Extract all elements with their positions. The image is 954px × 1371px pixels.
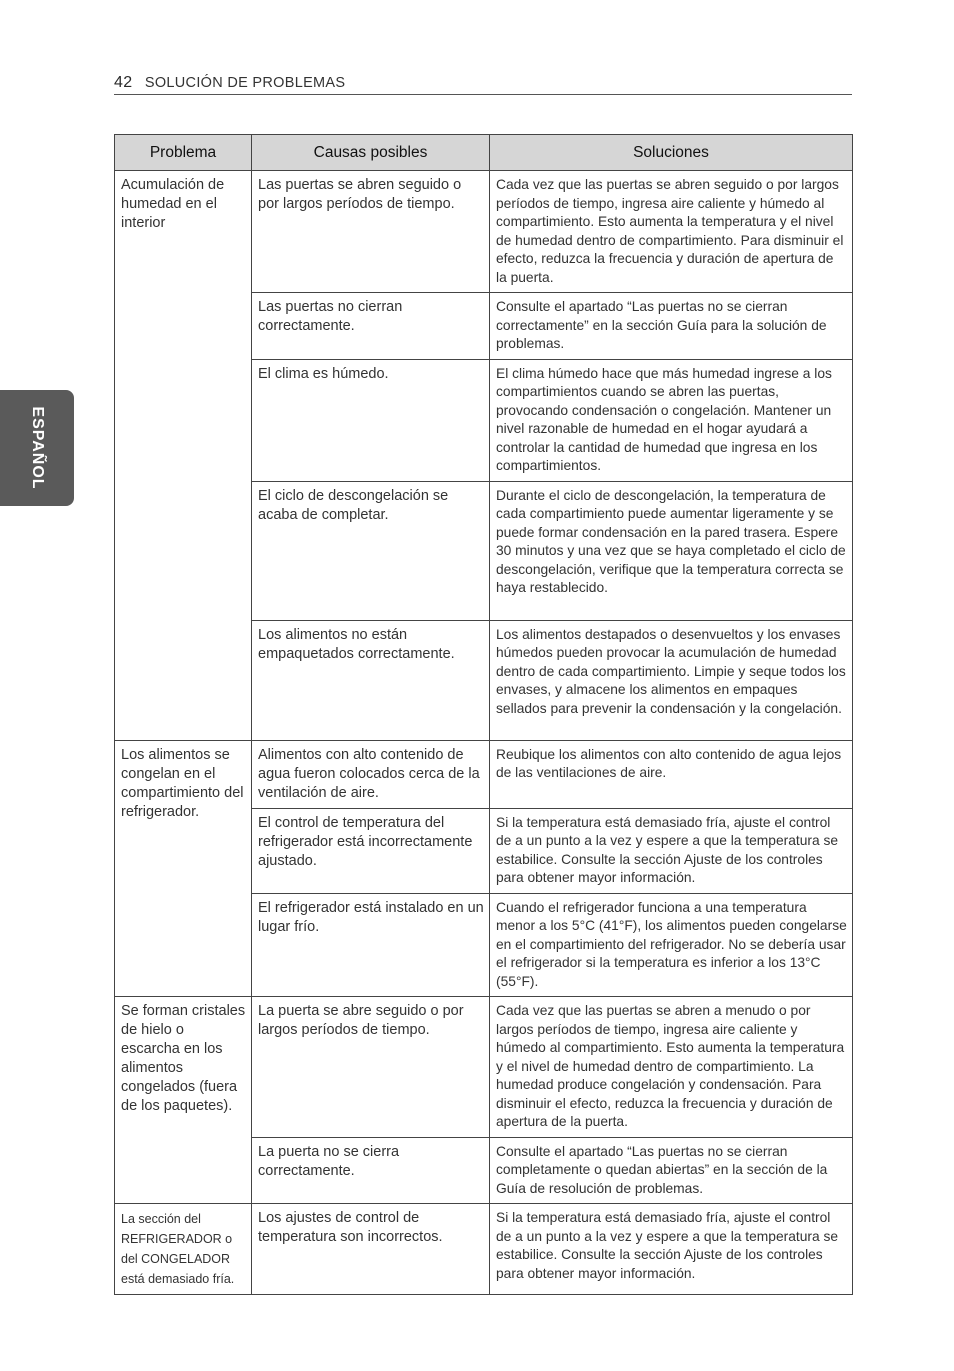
problem-cell: La sección del REFRIGERADOR o del CONGELADOR está demasiado fría. xyxy=(115,1204,252,1295)
solution-cell: Cada vez que las puertas se abren seguido o por largos períodos de tiempo, ingresa aire caliente y húmedo al compartimiento. Esto aumenta la temperatura y el nivel de humedad dentro de compartimiento. Para disminuir el efecto, reduzca la frecuencia y duración de apertura de la puerta. xyxy=(490,171,853,293)
table-row xyxy=(115,740,853,808)
cause-cell: El control de temperatura del refrigerador está incorrectamente ajustado. xyxy=(252,808,490,893)
cause-cell: Los ajustes de control de temperatura son incorrectos. xyxy=(252,1204,490,1295)
solution-cell: Durante el ciclo de descongelación, la temperatura de cada compartimiento puede aumentar ligeramente y se puede formar condensación en la pared trasera. Espere 30 minutos y una vez que se haya completado el ciclo de descongelación, verifique que la temperatura correcta se haya restablecido. xyxy=(490,481,853,620)
solution-cell: El clima húmedo hace que más humedad ingrese a los compartimientos cuando se abren las puertas, provocando condensación o congelación. Mantener un nivel razonable de humedad en el hogar ayudará a controlar la cantidad de humedad que ingresa en los compartimientos. xyxy=(490,359,853,481)
cause-cell: El refrigerador está instalado en un lugar frío. xyxy=(252,893,490,997)
troubleshooting-table xyxy=(114,134,853,1295)
table-row xyxy=(115,171,853,293)
language-tab-label: ESPAÑOL xyxy=(29,406,46,490)
cause-cell: La puerta se abre seguido o por largos períodos de tiempo. xyxy=(252,997,490,1138)
table-row xyxy=(115,1204,853,1295)
language-tab xyxy=(0,390,74,506)
problem-cell: Se forman cristales de hielo o escarcha en los alimentos congelados (fuera de los paquetes). xyxy=(115,997,252,1204)
column-header-solutions: Soluciones xyxy=(490,135,853,171)
cause-cell: Las puertas no cierran correctamente. xyxy=(252,293,490,360)
cause-cell: La puerta no se cierra correctamente. xyxy=(252,1137,490,1204)
column-header-causes: Causas posibles xyxy=(252,135,490,171)
cause-cell: Alimentos con alto contenido de agua fueron colocados cerca de la ventilación de aire. xyxy=(252,740,490,808)
cause-cell: El ciclo de descongelación se acaba de completar. xyxy=(252,481,490,620)
page-number: 42 xyxy=(114,74,133,91)
solution-cell: Si la temperatura está demasiado fría, ajuste el control de a un punto a la vez y espere a que la temperatura se estabilice. Consulte la sección Ajuste de los controles para obtener mayor información. xyxy=(490,808,853,893)
solution-cell: Cuando el refrigerador funciona a una temperatura menor a los 5°C (41°F), los alimentos pueden congelarse en el compartimiento del refrigerador. No se debería usar el refrigerador si la temperatura es inferior a los 13°C (55°F). xyxy=(490,893,853,997)
table-header-row xyxy=(115,135,853,171)
cause-cell: El clima es húmedo. xyxy=(252,359,490,481)
section-title: SOLUCIÓN DE PROBLEMAS xyxy=(144,75,346,91)
problem-cell: Los alimentos se congelan en el compartimiento del refrigerador. xyxy=(115,740,252,997)
solution-cell: Consulte el apartado “Las puertas no se cierran correctamente” en la sección Guía para la solución de problemas. xyxy=(490,293,853,360)
solution-cell: Cada vez que las puertas se abren a menudo o por largos períodos de tiempo, ingresa aire caliente y húmedo al compartimiento. Esto aumenta la temperatura y el nivel de humedad dentro de compartimiento. La humedad produce congelación y condensación. Para disminuir el efecto, reduzca la frecuencia y duración de apertura de la puerta. xyxy=(490,997,853,1138)
page-header xyxy=(114,74,852,95)
cause-cell: Las puertas se abren seguido o por largos períodos de tiempo. xyxy=(252,171,490,293)
solution-cell: Reubique los alimentos con alto contenido de agua lejos de las ventilaciones de aire. xyxy=(490,740,853,808)
solution-cell: Los alimentos destapados o desenvueltos y los envases húmedos pueden provocar la acumulación de humedad dentro de cada compartimiento. Limpie y seque todos los envases, y almacene los alimentos en empaques sellados para prevenir la condensación y la congelación. xyxy=(490,620,853,740)
solution-cell: Consulte el apartado “Las puertas no se cierran completamente o quedan abiertas” en la sección de la Guía de resolución de problemas. xyxy=(490,1137,853,1204)
problem-cell: Acumulación de humedad en el interior xyxy=(115,171,252,741)
column-header-problem: Problema xyxy=(115,135,252,171)
cause-cell: Los alimentos no están empaquetados correctamente. xyxy=(252,620,490,740)
solution-cell: Si la temperatura está demasiado fría, ajuste el control de a un punto a la vez y espere a que la temperatura se estabilice. Consulte la sección Ajuste de los controles para obtener mayor información. xyxy=(490,1204,853,1295)
table-row xyxy=(115,997,853,1138)
